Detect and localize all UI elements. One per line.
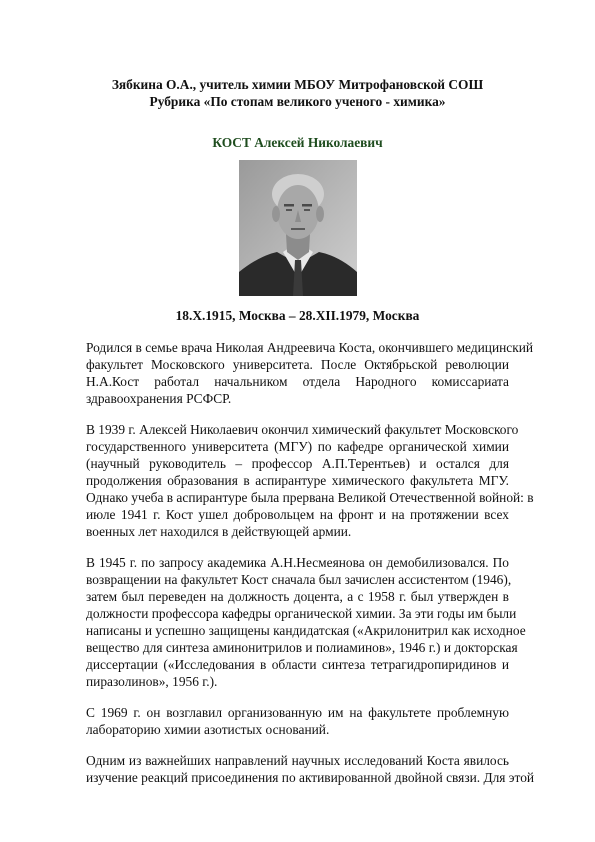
rubric-line: Рубрика «По стопам великого ученого - химика» xyxy=(149,94,446,109)
text-line: июле 1941 г. Кост ушел добровольцем на фронт и на протяжении всех xyxy=(86,507,509,522)
text-line: факультет Московского университета. После Октябрьской революции xyxy=(86,357,509,372)
text-line: диссертации («Исследования в области синтеза тетрагидропиридинов и xyxy=(86,657,509,672)
text-line: изучение реакций присоединения по активированной двойной связи. Для этой xyxy=(86,770,535,785)
page-title: КОСТ Алексей Николаевич xyxy=(212,135,383,150)
text-line: здравоохранения РСФСР. xyxy=(86,391,232,406)
text-line: С 1969 г. он возглавил организованную им на факультете проблемную xyxy=(86,705,509,720)
text-line: Н.А.Кост работал начальником отдела Народного комиссариата xyxy=(86,374,509,389)
author-line: Зябкина О.А., учитель химии МБОУ Митрофановской СОШ xyxy=(111,77,484,92)
text-line: возвращении на факультет Кост сначала был зачислен ассистентом (1946), xyxy=(86,572,512,587)
text-line: государственного университета (МГУ) по кафедре органической химии xyxy=(86,439,509,454)
text-line: (научный руководитель – профессор А.П.Терентьев) и остался для xyxy=(86,456,509,471)
text-line: Однако учеба в аспирантуре была прервана Великой Отечественной войной: в xyxy=(86,490,534,505)
text-line: продолжения образования в аспирантуре химического факультета МГУ. xyxy=(86,473,509,488)
text-line: написаны и успешно защищены кандидатская («Акрилонитрил как исходное xyxy=(86,623,526,638)
text-line: военных лет находился в действующей армии. xyxy=(86,524,352,539)
text-line: пиразолинов», 1956 г.). xyxy=(86,674,218,689)
portrait-photo xyxy=(239,160,357,296)
text-line: Одним из важнейших направлений научных исследований Коста явилось xyxy=(86,753,509,768)
text-line: вещество для синтеза аминонитрилов и полиаминов», 1946 г.) и докторская xyxy=(86,640,518,655)
text-line: лабораторию химии азотистых оснований. xyxy=(86,722,330,737)
text-line: В 1945 г. по запросу академика А.Н.Несмеянова он демобилизовался. По xyxy=(86,555,509,570)
text-line: должности профессора кафедры органической химии. За эти годы им были xyxy=(86,606,517,621)
life-dates: 18.X.1915, Москва – 28.XII.1979, Москва xyxy=(175,308,420,323)
text-line: затем был переведен на должность доцента, а с 1958 г. был утвержден в xyxy=(86,589,509,604)
text-line: Родился в семье врача Николая Андреевича Коста, окончившего медицинский xyxy=(86,340,534,355)
text-line: В 1939 г. Алексей Николаевич окончил химический факультет Московского xyxy=(86,422,519,437)
